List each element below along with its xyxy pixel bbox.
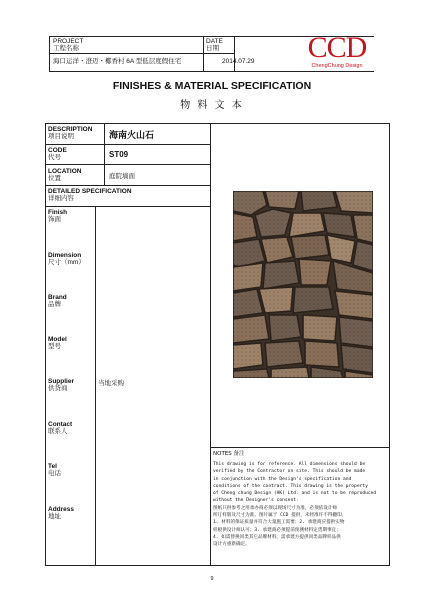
date-value: 2014.07.29	[222, 58, 255, 65]
notes-line: 4. 如需替换同类其它品牌材料，需承建方提供同类品牌样品供	[213, 534, 341, 540]
page-title: FINISHES & MATERIAL SPECIFICATION	[112, 80, 312, 92]
date-label-cn: 日期	[206, 45, 219, 52]
description-label-cn: 项目说明	[48, 133, 74, 140]
detailed-spec-label	[48, 188, 132, 202]
dimension-label-en: Dimension	[48, 252, 82, 259]
location-label-en: LOCATION	[48, 168, 82, 175]
location-label	[48, 168, 81, 182]
address-label-cn: 地址	[48, 513, 61, 520]
address-label-en: Address	[48, 506, 75, 513]
supplier-label-en: Supplier	[48, 378, 75, 385]
finish-label-en: Finish	[48, 209, 68, 216]
material-sample-image	[233, 191, 373, 378]
project-value: 海口运洋・澄迈・椰香村 6A 型低层度假住宅	[53, 58, 182, 65]
project-label	[53, 38, 83, 52]
finish-label	[48, 209, 67, 223]
tel-label-en: Tel	[48, 463, 57, 470]
code-label-en: CODE	[48, 147, 67, 154]
date-label-en: DATE	[206, 38, 223, 45]
tel-label-cn: 电话	[48, 470, 61, 477]
contact-label-en: Contact	[48, 421, 73, 428]
code-value: ST09	[109, 150, 129, 159]
notes-line: 设计方重新确定。	[213, 542, 250, 548]
description-label	[48, 126, 92, 140]
notes-line: 1. 材料的保证质量并符合大量施工需要；2. 承建商应提供实物	[213, 520, 345, 526]
detailed-spec-label-cn: 详细内容	[48, 195, 74, 202]
notes-line: verified by the Contractor on site. This should be made	[213, 469, 366, 475]
dimension-label-cn: 尺寸（mm）	[48, 259, 85, 266]
stone-wall-texture	[233, 191, 373, 378]
notes-label: NOTES 备注	[213, 451, 245, 457]
ccd-logo	[300, 33, 374, 73]
notes-line: 所订样版及尺寸为准。图片属于 CCD 提供，未经准许不得翻印。	[213, 513, 347, 519]
supplier-label	[48, 378, 74, 392]
location-value: 庭院墙面	[109, 172, 135, 180]
notes-line: 图纸只供参考之用承办商必须以现场尺寸为准，必须依设计师	[213, 505, 338, 511]
project-label-en: PROJECT	[53, 38, 84, 45]
notes-line: of Cheng chung Design (HK) Ltd. and is not to be reproduced	[213, 491, 377, 497]
description-label-en: DESCRIPTION	[48, 126, 93, 133]
dimension-label	[48, 252, 85, 266]
logo-text: CCD	[307, 31, 367, 64]
brand-label	[48, 294, 67, 308]
brand-label-cn: 品牌	[48, 301, 61, 308]
notes-line: without the Designer's consent.	[213, 498, 299, 504]
supplier-value: 当地采购	[98, 379, 124, 387]
contact-label-cn: 联系人	[48, 428, 68, 435]
code-label	[48, 147, 67, 161]
location-label-cn: 位置	[48, 175, 61, 182]
model-label	[48, 336, 67, 350]
model-label-en: Model	[48, 336, 67, 343]
notes-line: 样板供设计师认可；3. 承建商必须提前预测材料定货期事宜；	[213, 527, 341, 533]
description-value: 海南火山石	[109, 131, 155, 141]
project-label-cn: 工程名称	[53, 45, 79, 52]
logo-subtitle: ChengChung Design	[311, 63, 363, 69]
model-label-cn: 型号	[48, 343, 61, 350]
contact-label	[48, 421, 72, 435]
notes-line: in conjunction with the Design's specification and	[213, 476, 352, 482]
notes-text	[213, 461, 389, 549]
brand-label-en: Brand	[48, 294, 67, 301]
finish-label-cn: 饰面	[48, 216, 61, 223]
notes-line: conditions of the contract. This drawing is the property	[213, 483, 368, 489]
code-label-cn: 代号	[48, 154, 61, 161]
notes-line: This drawing is for reference. All dimensions should be	[213, 462, 366, 467]
supplier-label-cn: 供货商	[48, 385, 68, 392]
page-subtitle: 物 料 文 本	[180, 100, 244, 111]
tel-label	[48, 463, 61, 477]
detailed-spec-label-en: DETAILED SPECIFICATION	[48, 188, 132, 195]
address-label	[48, 506, 74, 520]
page-number: 9	[210, 576, 214, 582]
date-label	[206, 38, 223, 52]
